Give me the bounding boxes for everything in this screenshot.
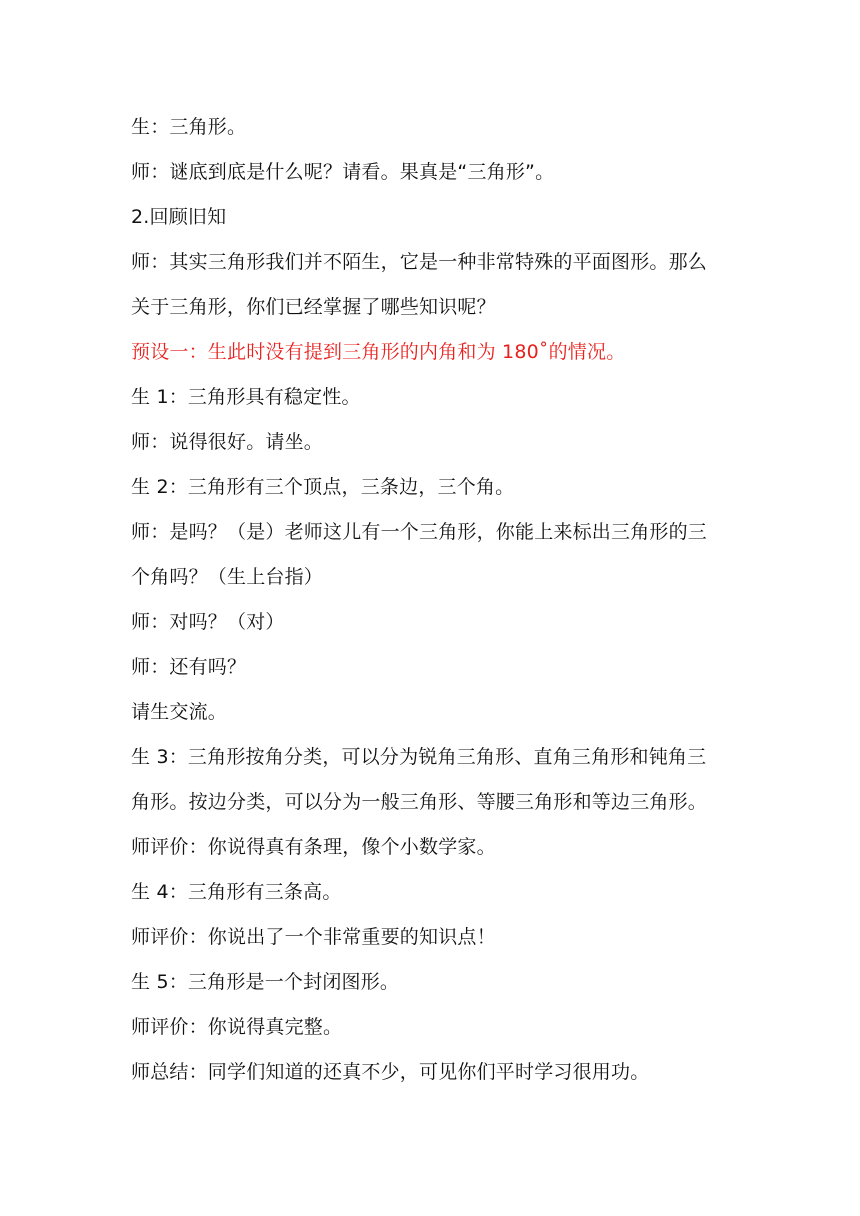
dialogue-line-student-4: 生 4：三角形有三条高。 <box>131 881 342 903</box>
dialogue-line-exchange: 请生交流。 <box>131 701 228 723</box>
dialogue-line-teacher-eval-2: 师评价：你说出了一个非常重要的知识点！ <box>131 926 496 948</box>
dialogue-line-student-3-cont: 角形。按边分类，可以分为一般三角形、等腰三角形和等边三角形。 <box>131 791 708 813</box>
dialogue-line-teacher-praise: 师：说得很好。请坐。 <box>131 431 324 453</box>
document-body <box>131 105 741 1095</box>
dialogue-line-teacher-intro: 师：其实三角形我们并不陌生，它是一种非常特殊的平面图形。那么 <box>131 251 708 273</box>
dialogue-line-student-1: 生 1：三角形具有稳定性。 <box>131 386 361 408</box>
dialogue-line-teacher-reveal: 师：谜底到底是什么呢？请看。果真是“三角形”。 <box>131 161 555 183</box>
dialogue-line-teacher-more: 师：还有吗？ <box>131 656 247 678</box>
preset-note: 预设一：生此时没有提到三角形的内角和为 180˚的情况。 <box>131 341 626 363</box>
dialogue-line-student-answer: 生：三角形。 <box>131 116 247 138</box>
dialogue-line-teacher-check: 师：对吗？（对） <box>131 611 285 633</box>
dialogue-line-student-5: 生 5：三角形是一个封闭图形。 <box>131 971 400 993</box>
dialogue-line-student-2: 生 2：三角形有三个顶点，三条边，三个角。 <box>131 476 515 498</box>
dialogue-line-teacher-summary: 师总结：同学们知道的还真不少，可见你们平时学习很用功。 <box>131 1061 650 1083</box>
dialogue-line-teacher-intro-cont: 关于三角形，你们已经掌握了哪些知识呢？ <box>131 296 496 318</box>
dialogue-line-teacher-eval-1: 师评价：你说得真有条理，像个小数学家。 <box>131 836 496 858</box>
section-heading-review: 2.回顾旧知 <box>131 206 227 228</box>
dialogue-line-teacher-eval-3: 师评价：你说得真完整。 <box>131 1016 343 1038</box>
dialogue-line-teacher-question-cont: 个角吗？（生上台指） <box>131 566 324 588</box>
dialogue-line-student-3: 生 3：三角形按角分类，可以分为锐角三角形、直角三角形和钝角三 <box>131 746 707 768</box>
dialogue-line-teacher-question: 师：是吗？（是）老师这儿有一个三角形，你能上来标出三角形的三 <box>131 521 708 543</box>
